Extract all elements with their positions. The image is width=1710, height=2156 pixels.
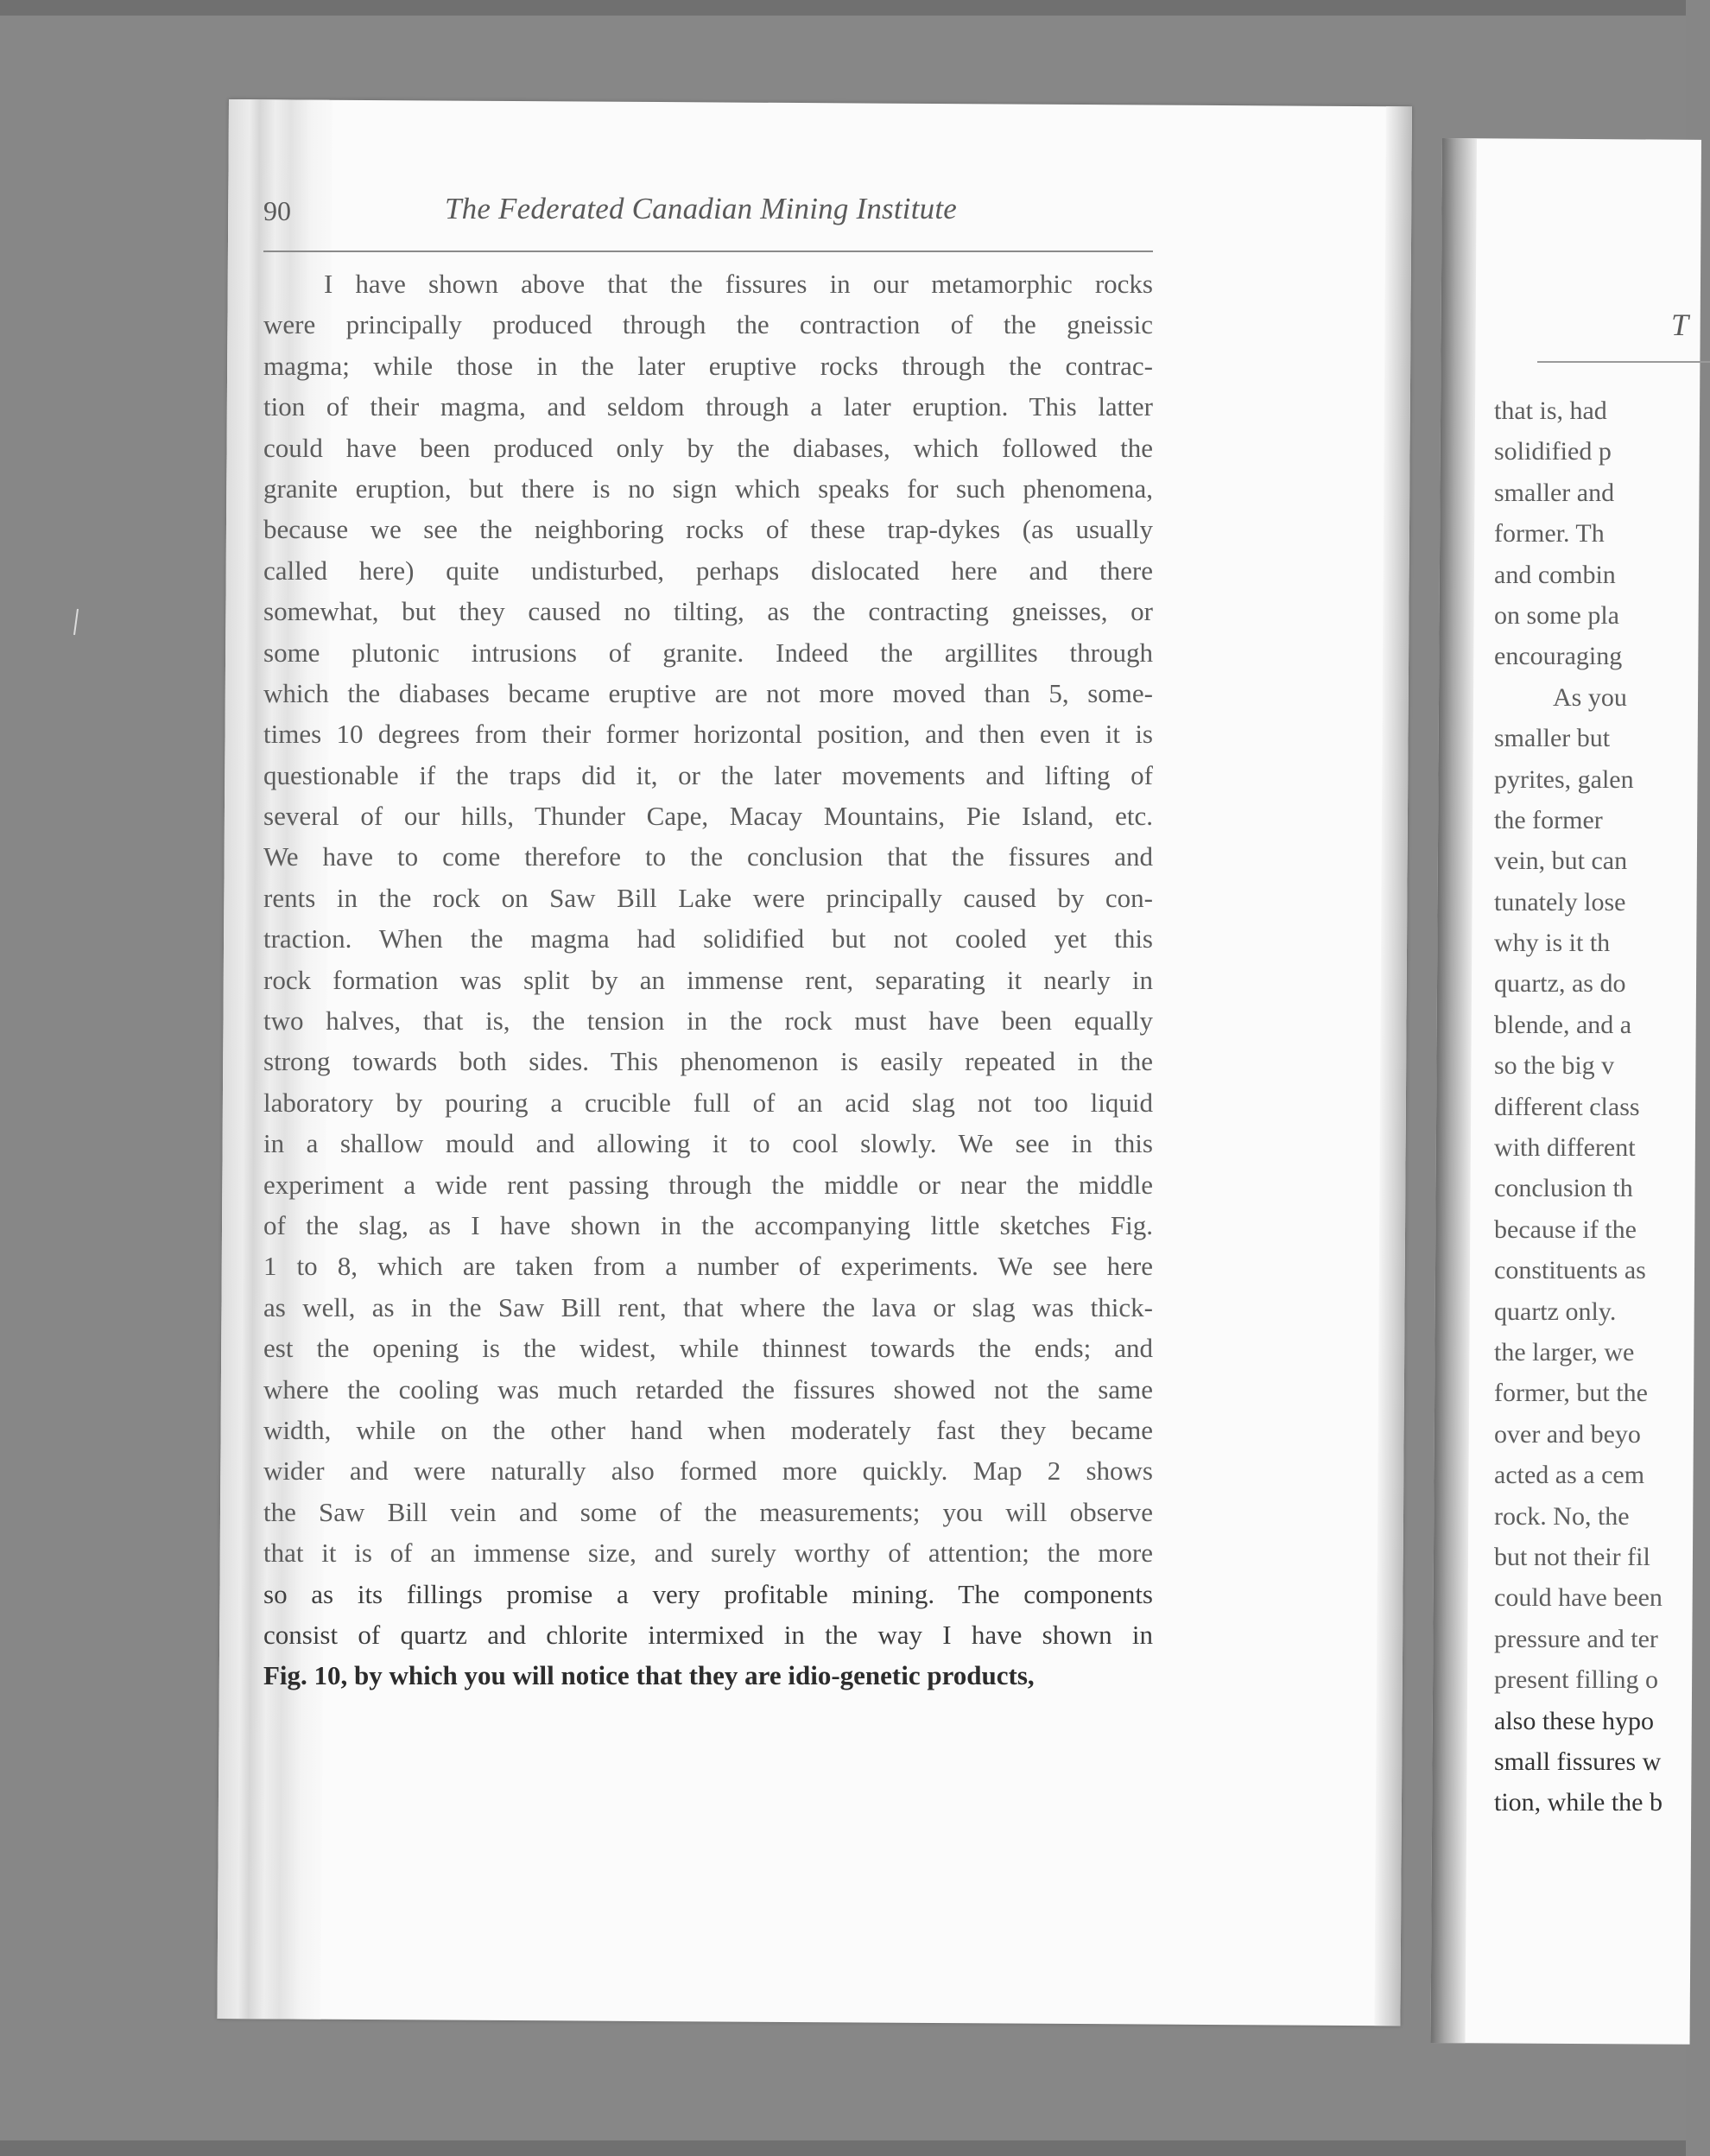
text-line-fragment: and combin [1494, 560, 1616, 589]
text-line-fragment: constituents as [1494, 1256, 1646, 1285]
text-line-fragment: pyrites, galen [1494, 764, 1634, 794]
text-line-fragment: quartz, as do [1494, 969, 1626, 999]
text-line: Fig. 10, by which you will notice that they are idio-genetic products, [263, 1660, 1035, 1691]
text-line: est the opening is the widest, while thinnest towards the ends; and [263, 1333, 1153, 1364]
text-line-fragment: the former [1494, 805, 1603, 834]
text-line-fragment: the larger, we [1494, 1337, 1635, 1367]
text-line-fragment: quartz only. [1494, 1297, 1617, 1326]
text-line-fragment: also these hypo [1494, 1706, 1654, 1735]
text-line: questionable if the traps did it, or the later movements and lifting of [263, 759, 1153, 790]
text-line: laboratory by pouring a crucible full of an acid slag not too liquid [263, 1087, 1153, 1118]
text-line: could have been produced only by the diabases, which followed the [263, 432, 1153, 463]
text-line: in a shallow mould and allowing it to cool slowly. We see in this [263, 1128, 1153, 1159]
text-line-fragment: smaller and [1494, 478, 1615, 507]
page-number: 90 [263, 195, 291, 226]
text-line: rock formation was split by an immense rent, separating it nearly in [263, 964, 1153, 995]
text-line-fragment: over and beyo [1494, 1419, 1641, 1449]
right-body-text [1494, 390, 1693, 1823]
text-line: I have shown above that the fissures in our metamorphic rocks [324, 269, 1153, 299]
text-line-fragment: conclusion th [1494, 1174, 1633, 1203]
text-line: granite eruption, but there is no sign which speaks for such phenomena, [263, 472, 1153, 504]
text-line-fragment: tunately lose [1494, 887, 1626, 916]
text-line-fragment: pressure and ter [1494, 1624, 1658, 1653]
body-text [263, 263, 1153, 1696]
text-line: magma; while those in the later eruptive rocks through the contrac- [263, 350, 1153, 381]
text-line: as well, as in the Saw Bill rent, that where the lava or slag was thick- [263, 1291, 1153, 1322]
page-header [263, 192, 1153, 244]
text-line-fragment: former. Th [1494, 519, 1605, 549]
text-line-fragment: could have been [1494, 1583, 1662, 1613]
text-line-fragment: As you [1553, 682, 1627, 712]
right-header-rule [1537, 361, 1710, 363]
text-line-fragment: why is it th [1494, 929, 1611, 958]
text-line: which the diabases became eruptive are not more moved than 5, some- [263, 677, 1153, 708]
text-line: 1 to 8, which are taken from a number of experiments. We see here [263, 1251, 1153, 1282]
text-line: several of our hills, Thunder Cape, Macay Mountains, Pie Island, etc. [263, 801, 1153, 832]
text-line: the Saw Bill vein and some of the measurements; you will observe [263, 1496, 1153, 1527]
text-line-fragment: present filling o [1494, 1665, 1658, 1695]
text-line: so as its fillings promise a very profitable mining. The components [263, 1578, 1153, 1609]
text-line: tion of their magma, and seldom through a later eruption. This latter [263, 391, 1153, 422]
text-line-fragment: with different [1494, 1133, 1636, 1163]
text-line: somewhat, but they caused no tilting, as the contracting gneisses, or [263, 596, 1153, 627]
text-line: two halves, that is, the tension in the rock must have been equally [263, 1005, 1153, 1037]
text-line-fragment: solidified p [1494, 437, 1612, 466]
text-line: some plutonic intrusions of granite. Indeed the argillites through [263, 637, 1153, 668]
text-line-fragment: encouraging [1494, 642, 1623, 671]
text-line: because we see the neighboring rocks of these trap-dykes (as usually [263, 514, 1153, 545]
text-line: of the slag, as I have shown in the accompanying little sketches Fig. [263, 1209, 1153, 1240]
running-title: The Federated Canadian Mining Institute [445, 192, 958, 225]
header-rule [263, 250, 1153, 252]
text-line-fragment: but not their fil [1494, 1542, 1650, 1571]
text-line-fragment: blende, and a [1494, 1010, 1632, 1039]
text-line: where the cooling was much retarded the fissures showed not the same [263, 1373, 1153, 1405]
text-line: that it is of an immense size, and surely worthy of attention; the more [263, 1538, 1153, 1569]
text-line-fragment: rock. No, the [1494, 1501, 1630, 1531]
text-line-fragment: on some pla [1494, 600, 1619, 630]
text-line: called here) quite undisturbed, perhaps dislocated here and there [263, 555, 1153, 586]
text-line-fragment: because if the [1494, 1214, 1637, 1244]
text-line: width, while on the other hand when moderately fast they became [263, 1414, 1153, 1445]
text-line-fragment: that is, had [1494, 396, 1607, 425]
text-line: experiment a wide rent passing through the middle or near the middle [263, 1169, 1153, 1200]
text-line-fragment: smaller but [1494, 724, 1611, 753]
text-line: wider and were naturally also formed more quickly. Map 2 shows [263, 1455, 1153, 1487]
text-line-fragment: former, but the [1494, 1379, 1648, 1408]
text-line-fragment: vein, but can [1494, 847, 1628, 876]
text-line: We have to come therefore to the conclusion that the fissures and [263, 841, 1153, 872]
text-line-fragment: so the big v [1494, 1051, 1615, 1081]
text-line: strong towards both sides. This phenomenon is easily repeated in the [263, 1046, 1153, 1077]
text-line-fragment: different class [1494, 1092, 1640, 1121]
text-line: times 10 degrees from their former horizontal position, and then even it is [263, 719, 1153, 750]
text-line-fragment: small fissures w [1494, 1747, 1662, 1776]
right-running-title-fragment: T [1671, 308, 1689, 342]
text-line-fragment: tion, while the b [1494, 1788, 1662, 1817]
text-line: rents in the rock on Saw Bill Lake were principally caused by con- [263, 882, 1153, 913]
text-line: consist of quartz and chlorite intermixed in the way I have shown in [263, 1619, 1153, 1650]
text-line: were principally produced through the contraction of the gneissic [263, 309, 1153, 340]
text-line-fragment: acted as a cem [1494, 1461, 1645, 1490]
text-line: traction. When the magma had solidified but not cooled yet this [263, 923, 1153, 954]
